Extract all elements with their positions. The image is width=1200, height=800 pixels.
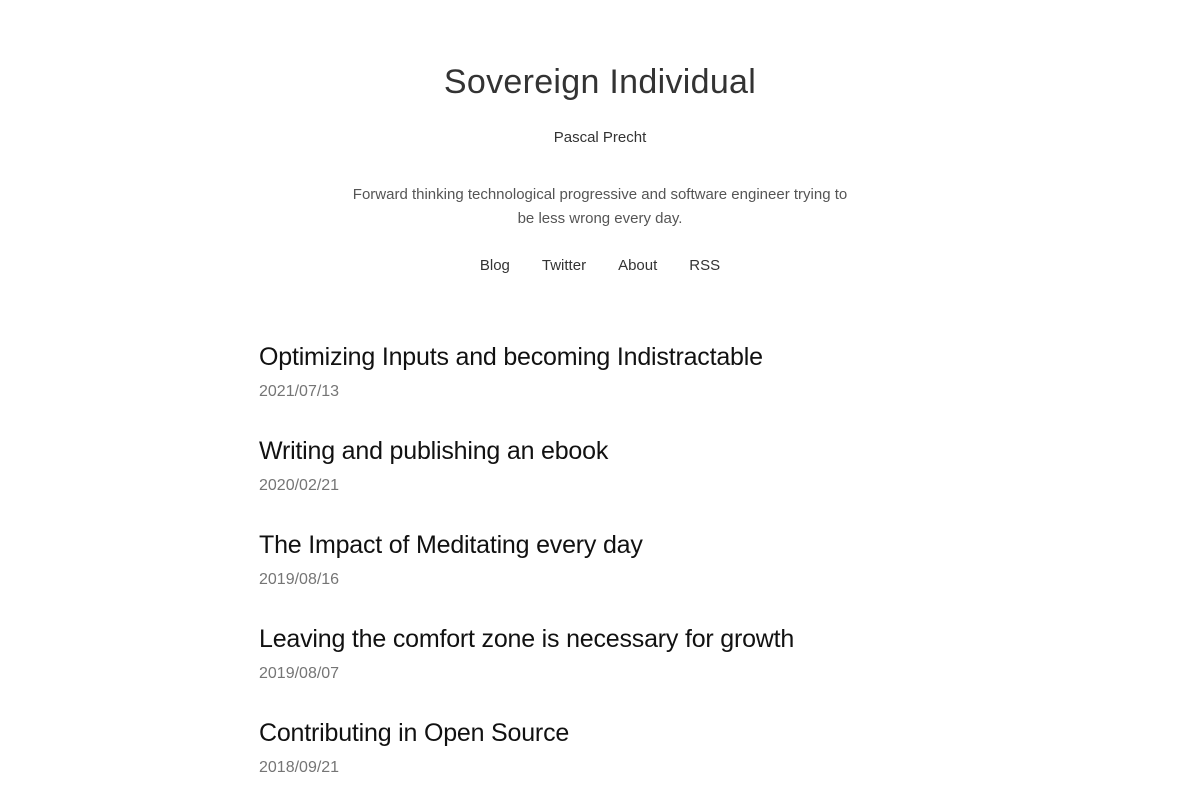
post-title-link[interactable]: Contributing in Open Source [259, 719, 570, 747]
site-nav [0, 255, 1200, 277]
post-date: 2019/08/16 [259, 571, 340, 588]
post-item [259, 712, 959, 800]
post-item [259, 618, 959, 712]
post-list [259, 336, 959, 800]
site-title[interactable]: Sovereign Individual [443, 63, 757, 101]
post-title-link[interactable]: The Impact of Meditating every day [259, 531, 643, 559]
site-description: Forward thinking technological progressive and software engineer trying to be less wrong every day. [352, 186, 848, 227]
post-date: 2021/07/13 [259, 383, 340, 400]
post-date: 2018/09/21 [259, 759, 340, 776]
post-date: 2019/08/07 [259, 665, 340, 682]
post-title-link[interactable]: Writing and publishing an ebook [259, 437, 609, 465]
nav-link-about[interactable]: About [618, 257, 658, 274]
nav-link-rss[interactable]: RSS [689, 257, 721, 274]
site-author: Pascal Precht [553, 129, 647, 146]
post-item [259, 336, 959, 430]
post-item [259, 524, 959, 618]
post-title-link[interactable]: Leaving the comfort zone is necessary for growth [259, 625, 795, 653]
post-date: 2020/02/21 [259, 477, 340, 494]
nav-link-blog[interactable]: Blog [479, 257, 510, 274]
post-title-link[interactable]: Optimizing Inputs and becoming Indistractable [259, 343, 763, 371]
nav-link-twitter[interactable]: Twitter [541, 257, 587, 274]
post-item [259, 430, 959, 524]
